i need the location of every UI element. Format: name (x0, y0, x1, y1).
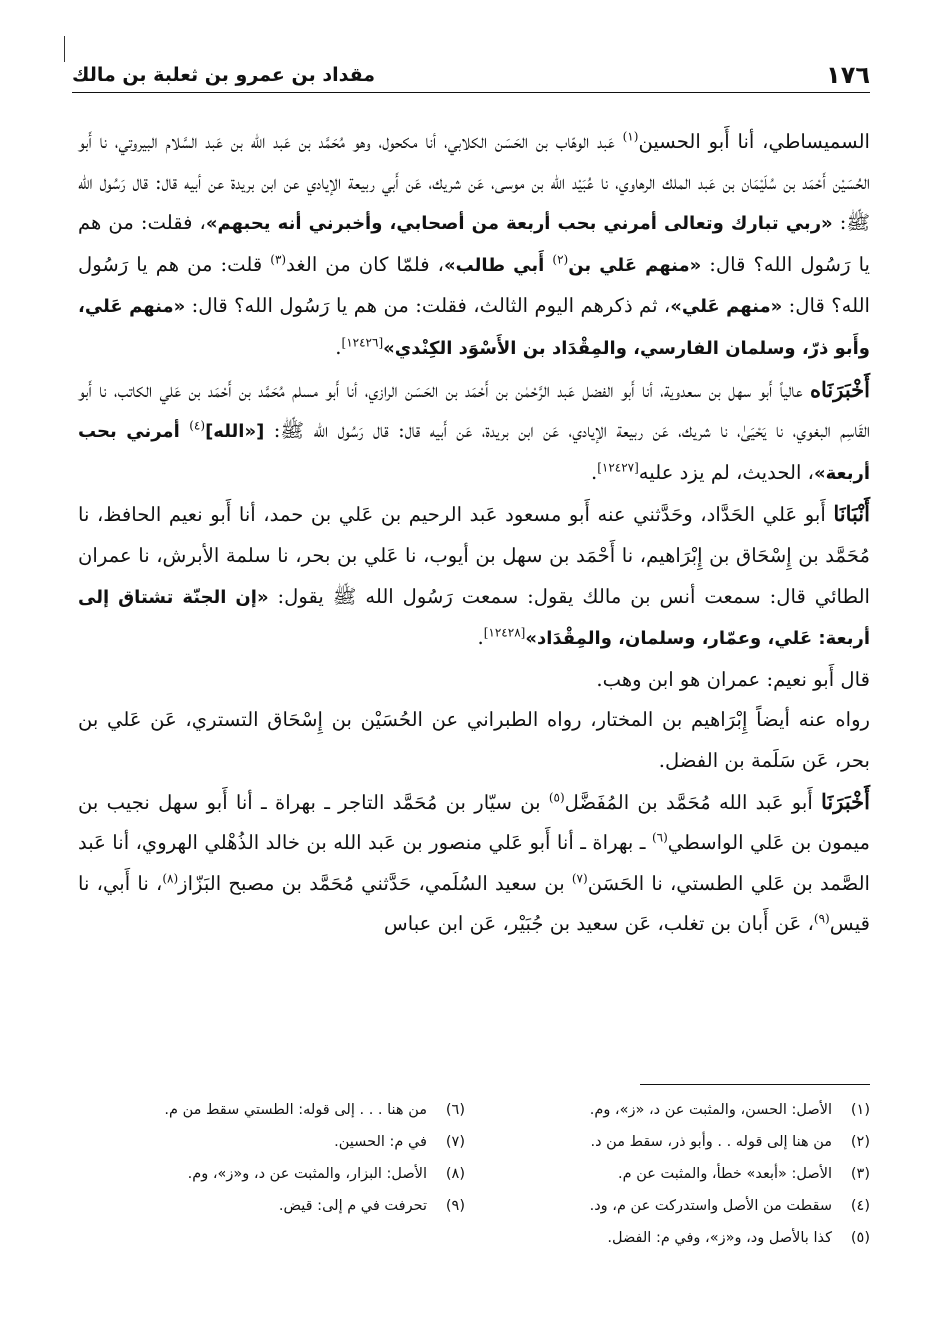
text-run: ـ بهراة ـ أنا أَبو عَلي منصور بن عَبد الله بن خالد الذُهْلي الهروي، أنا عَبد الصَّمد بن عَلي الطستي، نا الحَسَن (78, 831, 870, 895)
text-run: . (590, 460, 598, 484)
page-number: ١٧٦ (826, 61, 870, 89)
footnote-text: في م: الحسين. (334, 1134, 427, 1150)
paragraph-6 (78, 782, 870, 945)
paragraph-1 (78, 122, 870, 370)
footnote-text: من هنا . . . إلى قوله: الطستي سقط من م. (164, 1102, 427, 1118)
hadith-quote: أَبي طالب» (443, 254, 553, 276)
footnote-text: من هنا إلى قوله . . وأبو ذر، سقط من د. (590, 1134, 832, 1150)
footnote-text: سقطت من الأصل واستدركت عن م، ود. (589, 1198, 832, 1214)
footnote-text: تحرفت في م إلى: قيض. (278, 1198, 427, 1214)
footnote-ref: (١) (622, 129, 639, 144)
text-run: بن سعيد السُلَمي، حَدَّثني مُحَمَّد بن مصبح البَزّاز (178, 871, 572, 895)
paragraph-3 (78, 494, 870, 659)
text-run: . (335, 335, 342, 359)
footnote (505, 1222, 870, 1254)
text-run: بن سيّار بن مُحَمَّد التاجر ـ بهراة ـ أنا أَبو سهل نجيب بن ميمون بن عَلي الواسطي (78, 790, 870, 855)
text-run: ، الحديث، لم يزد عليه (638, 460, 814, 484)
footnote (505, 1094, 870, 1126)
text-run: ، فقلت: من هم يا رَسُول الله؟ قال: (78, 211, 871, 276)
text-run: ، عَن أَبان بن تغلب، عَن سعيد بن جُبَيْر، عَن ابن عباس (383, 912, 814, 936)
hadith-quote: «ربي تبارك وتعالى أمرني بحب أربعة من أصحابي، وأخبرني أنه يحبهم» (205, 213, 833, 235)
footnote (100, 1158, 465, 1190)
footnote-ref: (٦) (651, 830, 668, 845)
footnote-ref: (٢) (552, 252, 569, 267)
hadith-quote: «إن الجنّة تشتاق إلى أربعة: عَلي، وعمّار، وسلمان، والمِقْدَاد» (78, 586, 870, 650)
footnote-ref: (٧) (571, 871, 588, 886)
footnote-ref: (٤) (189, 418, 206, 433)
paragraph-lead: أَخْبَرَنَاه (810, 376, 870, 402)
text-run: . (477, 626, 484, 650)
text-run: ، ثم ذكرهم اليوم الثالث، فقلت: من هم يا رَسُول الله؟ قال: (185, 294, 671, 318)
footnote-number: (٨) (445, 1166, 465, 1182)
paragraph-lead: أَخْبَرَنَا (821, 788, 870, 814)
footnotes-right-column (505, 1094, 870, 1254)
hadith-quote: «منهم عَلي، وأَبو ذرّ، وسلمان الفارسي، والمِقْدَاد بن الأَسْوَد الكِنْدي» (78, 296, 870, 359)
text-run: عالياً أَبو سهل بن سعدوية، أنا أَبو الفضل عَبد الرَّحْمٰن بن أَحْمَد بن الحَسَن الرازي، أنا أَبو مسلم مُحَمَّد بن أَحْمَد بن عَلي الكاتب، نا أَبو القَاسِم البغوي، نا يَحْيَىٰ، نا شريك، عَن ربيعة الإيادي، عَن ابن بريدة، عَن أَبيه قال: قال رَسُول الله ﷺ: (78, 378, 870, 443)
footnote (505, 1190, 870, 1222)
footnote-ref: (٨) (162, 871, 179, 886)
text-run: ، فلمّا كان من الغد (286, 252, 444, 276)
footnotes (100, 1094, 870, 1254)
footnote-number: (١) (850, 1102, 870, 1118)
text-run: قلت: من هم يا رَسُول الله؟ قال: (78, 252, 870, 318)
paragraph-5: رواه عنه أيضاً إِبْرَاهيم بن المختار، رواه الطبراني عن الحُسَيْن بن إِسْحَاق التستري، عَن عَلي بن بحر، عَن سَلَمة بن الفضل. (78, 708, 870, 772)
footnote-number: (٤) (850, 1198, 870, 1214)
text-run: أَبو عَلي الحَدَّاد، وحَدَّثني عنه أَبو مسعود عَبد الرحيم بن عَلي بن حمد، أنا أَبو نعيم الحافظ، نا مُحَمَّد بن إِسْحَاق بن إِبْرَاهيم، نا أَحْمَد بن سهل بن أيوب، نا عَلي بن بحر، نا سلمة الأبرش، نا عمران الطائي قال: سمعت أنس بن مالك يقول: سمعت رَسُول الله ﷺ يقول: (78, 503, 870, 608)
hadith-quote: أمرني بحب أربعة» (78, 421, 870, 484)
hadith-quote: «منهم عَلي بن (568, 254, 702, 276)
margin-mark (64, 36, 65, 62)
footnote-ref: (٥) (548, 789, 565, 804)
footnote-number: (٢) (850, 1134, 870, 1150)
footnote (100, 1126, 465, 1158)
text-run: أَبو عَبد الله مُحَمَّد بن المُفَضَّل (564, 790, 822, 814)
footnote-text: الأصل: «أبعد» خطأ، والمثبت عن م. (618, 1166, 832, 1182)
footnote (100, 1094, 465, 1126)
text-run: السميساطي، أنا أَبو الحسين (638, 130, 870, 153)
footnote-ref: (٩) (813, 911, 830, 926)
footnote (100, 1190, 465, 1222)
hadith-number: [١٢٤٢٨] (483, 625, 526, 640)
paragraph-4: قال أَبو نعيم: عمران هو ابن وهب. (596, 667, 870, 691)
footnote-number: (٧) (445, 1134, 465, 1150)
text-run: ، نا أَبي، نا قيس (78, 871, 870, 936)
hadith-number: [١٢٤٢٧] (597, 460, 639, 475)
footnote-number: (٦) (445, 1102, 465, 1118)
footnote-text: كذا بالأصل ود، و«ز»، وفي م: الفضل. (607, 1230, 832, 1246)
footnote-number: (٥) (850, 1230, 870, 1246)
footnote-text: الأصل: الحسن، والمثبت عن د، «ز»، وم. (589, 1102, 832, 1118)
footnotes-left-column (100, 1094, 465, 1254)
text-run: عَبد الوهّاب بن الحَسَن الكلابي، أنا مكحول، وهو مُحَمَّد بن عَبد الله بن عَبد السَّلام البيروتي، نا أَبو الحُسَيْن أَحْمَد بن سُلَيْمَان بن عَبد الملك الرهاوي، نا عُبَيْد الله بن موسى، عَن شريك، عَن أَبي ربيعة الإيادي عن ابن بريدة عن أبيه قال: قال رَسُول الله ﷺ: (78, 130, 871, 235)
running-title: مقداد بن عمرو بن ثعلبة بن مالك (72, 64, 376, 86)
hadith-number: [١٢٤٢٦] (341, 335, 384, 350)
footnote-text: الأصل: البزار، والمثبت عن د، و«ز»، وم. (187, 1166, 427, 1182)
paragraph-2 (78, 370, 870, 495)
footnote (505, 1126, 870, 1158)
hadith-quote: [«الله] (205, 421, 265, 443)
footnote (505, 1158, 870, 1190)
main-text (78, 122, 870, 945)
footnote-separator (640, 1084, 870, 1085)
footnote-number: (٣) (850, 1166, 870, 1182)
hadith-quote: «منهم عَلي» (670, 296, 783, 318)
footnote-ref: (٣) (270, 252, 287, 267)
paragraph-lead: أَنْبَانَا (833, 501, 870, 527)
footnote-number: (٩) (445, 1198, 465, 1214)
page-header (72, 58, 870, 93)
